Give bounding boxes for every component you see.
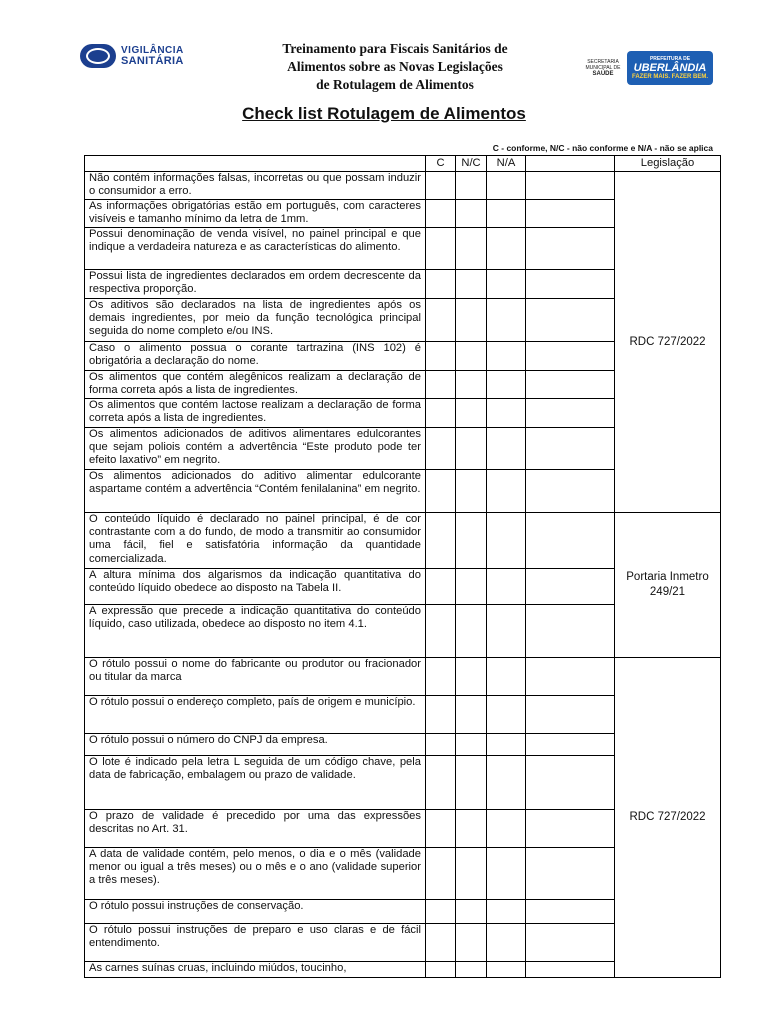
checkbox-c[interactable] <box>426 270 456 299</box>
checkbox-c[interactable] <box>426 658 456 696</box>
checkbox-na[interactable] <box>487 900 526 924</box>
city-name: UBERLÂNDIA <box>633 61 707 74</box>
checkbox-c[interactable] <box>426 299 456 342</box>
prefeitura-badge <box>627 51 713 85</box>
item-text: O rótulo possui o endereço completo, país de origem e município. <box>85 696 426 734</box>
header-legislacao: Legislação <box>615 156 721 172</box>
eye-icon <box>80 44 116 68</box>
checkbox-nc[interactable] <box>456 569 487 605</box>
checkbox-c[interactable] <box>426 810 456 848</box>
extra-cell[interactable] <box>526 200 615 228</box>
legislation-cell: RDC 727/2022 <box>615 172 721 513</box>
extra-cell[interactable] <box>526 299 615 342</box>
item-text: Os aditivos são declarados na lista de ingredientes após os demais ingredientes, por meio da função tecnológica principal seguida do nome completo e/ou INS. <box>85 299 426 342</box>
checkbox-nc[interactable] <box>456 605 487 658</box>
header-c: C <box>426 156 456 172</box>
item-text: Possui lista de ingredientes declarados em ordem decrescente da respectiva proporção. <box>85 270 426 299</box>
header-nc: N/C <box>456 156 487 172</box>
item-text: Os alimentos adicionados de aditivos alimentares edulcorantes que sejam poliois contém a advertência “Este produto pode ter efeito laxativo” em negrito. <box>85 428 426 470</box>
checkbox-c[interactable] <box>426 962 456 978</box>
item-text: O prazo de validade é precedido por uma das expressões descritas no Art. 31. <box>85 810 426 848</box>
checkbox-na[interactable] <box>487 228 526 270</box>
item-text: O rótulo possui instruções de conservação. <box>85 900 426 924</box>
extra-cell[interactable] <box>526 470 615 513</box>
item-text: O rótulo possui o número do CNPJ da empresa. <box>85 734 426 756</box>
checkbox-c[interactable] <box>426 200 456 228</box>
checkbox-nc[interactable] <box>456 696 487 734</box>
item-text: Não contém informações falsas, incorretas ou que possam induzir o consumidor a erro. <box>85 172 426 200</box>
heading-line: Alimentos sobre as Novas Legislações <box>287 59 503 74</box>
checkbox-nc[interactable] <box>456 658 487 696</box>
item-text: Caso o alimento possua o corante tartrazina (INS 102) é obrigatória a declaração do nome. <box>85 342 426 371</box>
heading-line: Treinamento para Fiscais Sanitários de <box>282 41 508 56</box>
prefeitura-label: PREFEITURA DE <box>649 55 691 62</box>
prefeitura-logo <box>583 51 713 85</box>
vigilancia-sanitaria-logo <box>80 44 184 68</box>
checkbox-nc[interactable] <box>456 342 487 371</box>
extra-cell[interactable] <box>526 924 615 962</box>
extra-cell[interactable] <box>526 900 615 924</box>
legislation-cell: RDC 727/2022 <box>615 658 721 978</box>
checkbox-nc[interactable] <box>456 513 487 569</box>
checkbox-nc[interactable] <box>456 848 487 900</box>
logo-left-line1: VIGILÂNCIA <box>121 45 184 56</box>
extra-cell[interactable] <box>526 342 615 371</box>
checkbox-nc[interactable] <box>456 172 487 200</box>
checkbox-nc[interactable] <box>456 962 487 978</box>
extra-cell[interactable] <box>526 848 615 900</box>
checkbox-c[interactable] <box>426 924 456 962</box>
checkbox-na[interactable] <box>487 962 526 978</box>
item-text: As informações obrigatórias estão em português, com caracteres visíveis e tamanho mínimo da letra de 1mm. <box>85 200 426 228</box>
extra-cell[interactable] <box>526 658 615 696</box>
checkbox-nc[interactable] <box>456 924 487 962</box>
checkbox-c[interactable] <box>426 470 456 513</box>
item-text: As carnes suínas cruas, incluindo miúdos, toucinho, <box>85 962 426 978</box>
page-title: Check list Rotulagem de Alimentos <box>242 104 526 123</box>
legislation-cell: Portaria Inmetro 249/21 <box>615 513 721 658</box>
checkbox-c[interactable] <box>426 228 456 270</box>
checkbox-nc[interactable] <box>456 810 487 848</box>
legend-text: C - conforme, N/C - não conforme e N/A - não se aplica <box>492 143 713 153</box>
checkbox-na[interactable] <box>487 756 526 810</box>
item-text: A expressão que precede a indicação quantitativa do conteúdo líquido, caso utilizada, obedece ao disposto no item 4.1. <box>85 605 426 658</box>
checkbox-nc[interactable] <box>456 428 487 470</box>
extra-cell[interactable] <box>526 228 615 270</box>
checkbox-c[interactable] <box>426 342 456 371</box>
table-row <box>85 658 721 696</box>
checkbox-c[interactable] <box>426 696 456 734</box>
checkbox-c[interactable] <box>426 513 456 569</box>
extra-cell[interactable] <box>526 696 615 734</box>
checkbox-na[interactable] <box>487 342 526 371</box>
checkbox-na[interactable] <box>487 200 526 228</box>
checkbox-na[interactable] <box>487 299 526 342</box>
item-text: O rótulo possui o nome do fabricante ou produtor ou fracionador ou titular da marca <box>85 658 426 696</box>
table-row <box>85 172 721 200</box>
table-row <box>85 513 721 569</box>
item-text: O lote é indicado pela letra L seguida de um código chave, pela data de fabricação, embalagem ou prazo de validade. <box>85 756 426 810</box>
extra-cell[interactable] <box>526 734 615 756</box>
checkbox-na[interactable] <box>487 605 526 658</box>
checkbox-c[interactable] <box>426 756 456 810</box>
checkbox-na[interactable] <box>487 848 526 900</box>
saude-small-text: SECRETARIA MUNICIPAL DE <box>585 59 621 71</box>
item-text: Possui denominação de venda visível, no painel principal e que indique a verdadeira natureza e as características do alimento. <box>85 228 426 270</box>
item-text: A data de validade contém, pelo menos, o dia e o mês (validade menor ou igual a três meses) ou o mês e o ano (validade superior a três meses). <box>85 848 426 900</box>
checklist-table <box>84 155 721 978</box>
checkbox-nc[interactable] <box>456 399 487 428</box>
checkbox-c[interactable] <box>426 428 456 470</box>
extra-cell[interactable] <box>526 172 615 200</box>
checkbox-na[interactable] <box>487 270 526 299</box>
extra-cell[interactable] <box>526 569 615 605</box>
extra-cell[interactable] <box>526 513 615 569</box>
checkbox-c[interactable] <box>426 734 456 756</box>
city-slogan: FAZER MAIS. FAZER BEM. <box>631 73 708 80</box>
checkbox-c[interactable] <box>426 605 456 658</box>
checkbox-na[interactable] <box>487 924 526 962</box>
checkbox-nc[interactable] <box>456 371 487 399</box>
checkbox-c[interactable] <box>426 172 456 200</box>
item-text: O conteúdo líquido é declarado no painel principal, é de cor contrastante com a do fundo, de modo a transmitir ao consumidor uma fácil, fiel e satisfatória informação da quantidade comercializada. <box>85 513 426 569</box>
extra-cell[interactable] <box>526 270 615 299</box>
item-text: O rótulo possui instruções de preparo e uso claras e de fácil entendimento. <box>85 924 426 962</box>
extra-cell[interactable] <box>526 399 615 428</box>
item-text: Os alimentos que contém alegênicos realizam a declaração de forma correta após a lista de ingredientes. <box>85 371 426 399</box>
item-text: Os alimentos que contém lactose realizam a declaração de forma correta após a lista de ingredientes. <box>85 399 426 428</box>
extra-cell[interactable] <box>526 605 615 658</box>
extra-cell[interactable] <box>526 371 615 399</box>
checkbox-na[interactable] <box>487 172 526 200</box>
saude-text: SAÚDE <box>592 71 614 77</box>
checkbox-na[interactable] <box>487 569 526 605</box>
checkbox-c[interactable] <box>426 399 456 428</box>
header-row <box>85 156 721 172</box>
checkbox-nc[interactable] <box>456 900 487 924</box>
checkbox-nc[interactable] <box>456 228 487 270</box>
checkbox-c[interactable] <box>426 371 456 399</box>
checkbox-c[interactable] <box>426 569 456 605</box>
checkbox-nc[interactable] <box>456 734 487 756</box>
checkbox-na[interactable] <box>487 810 526 848</box>
item-text: A altura mínima dos algarismos da indicação quantitativa do conteúdo líquido obedece ao disposto na Tabela II. <box>85 569 426 605</box>
checkbox-na[interactable] <box>487 513 526 569</box>
checkbox-nc[interactable] <box>456 470 487 513</box>
checkbox-na[interactable] <box>487 658 526 696</box>
checkbox-nc[interactable] <box>456 299 487 342</box>
heading-line: de Rotulagem de Alimentos <box>316 77 474 92</box>
checkbox-nc[interactable] <box>456 756 487 810</box>
extra-cell[interactable] <box>526 962 615 978</box>
document-heading <box>240 40 550 94</box>
extra-cell[interactable] <box>526 810 615 848</box>
checkbox-na[interactable] <box>487 470 526 513</box>
checkbox-c[interactable] <box>426 848 456 900</box>
saude-logo <box>583 59 623 77</box>
checkbox-na[interactable] <box>487 371 526 399</box>
header-extra <box>526 156 615 172</box>
checkbox-na[interactable] <box>487 734 526 756</box>
checkbox-nc[interactable] <box>456 270 487 299</box>
checkbox-na[interactable] <box>487 696 526 734</box>
checkbox-na[interactable] <box>487 399 526 428</box>
header-item <box>85 156 426 172</box>
extra-cell[interactable] <box>526 756 615 810</box>
extra-cell[interactable] <box>526 428 615 470</box>
header-na: N/A <box>487 156 526 172</box>
checkbox-nc[interactable] <box>456 200 487 228</box>
logo-left-line2: SANITÁRIA <box>121 55 184 67</box>
checkbox-c[interactable] <box>426 900 456 924</box>
checkbox-na[interactable] <box>487 428 526 470</box>
item-text: Os alimentos adicionados do aditivo alimentar edulcorante aspartame contém a advertência “Contém fenilalanina” em negrito. <box>85 470 426 513</box>
